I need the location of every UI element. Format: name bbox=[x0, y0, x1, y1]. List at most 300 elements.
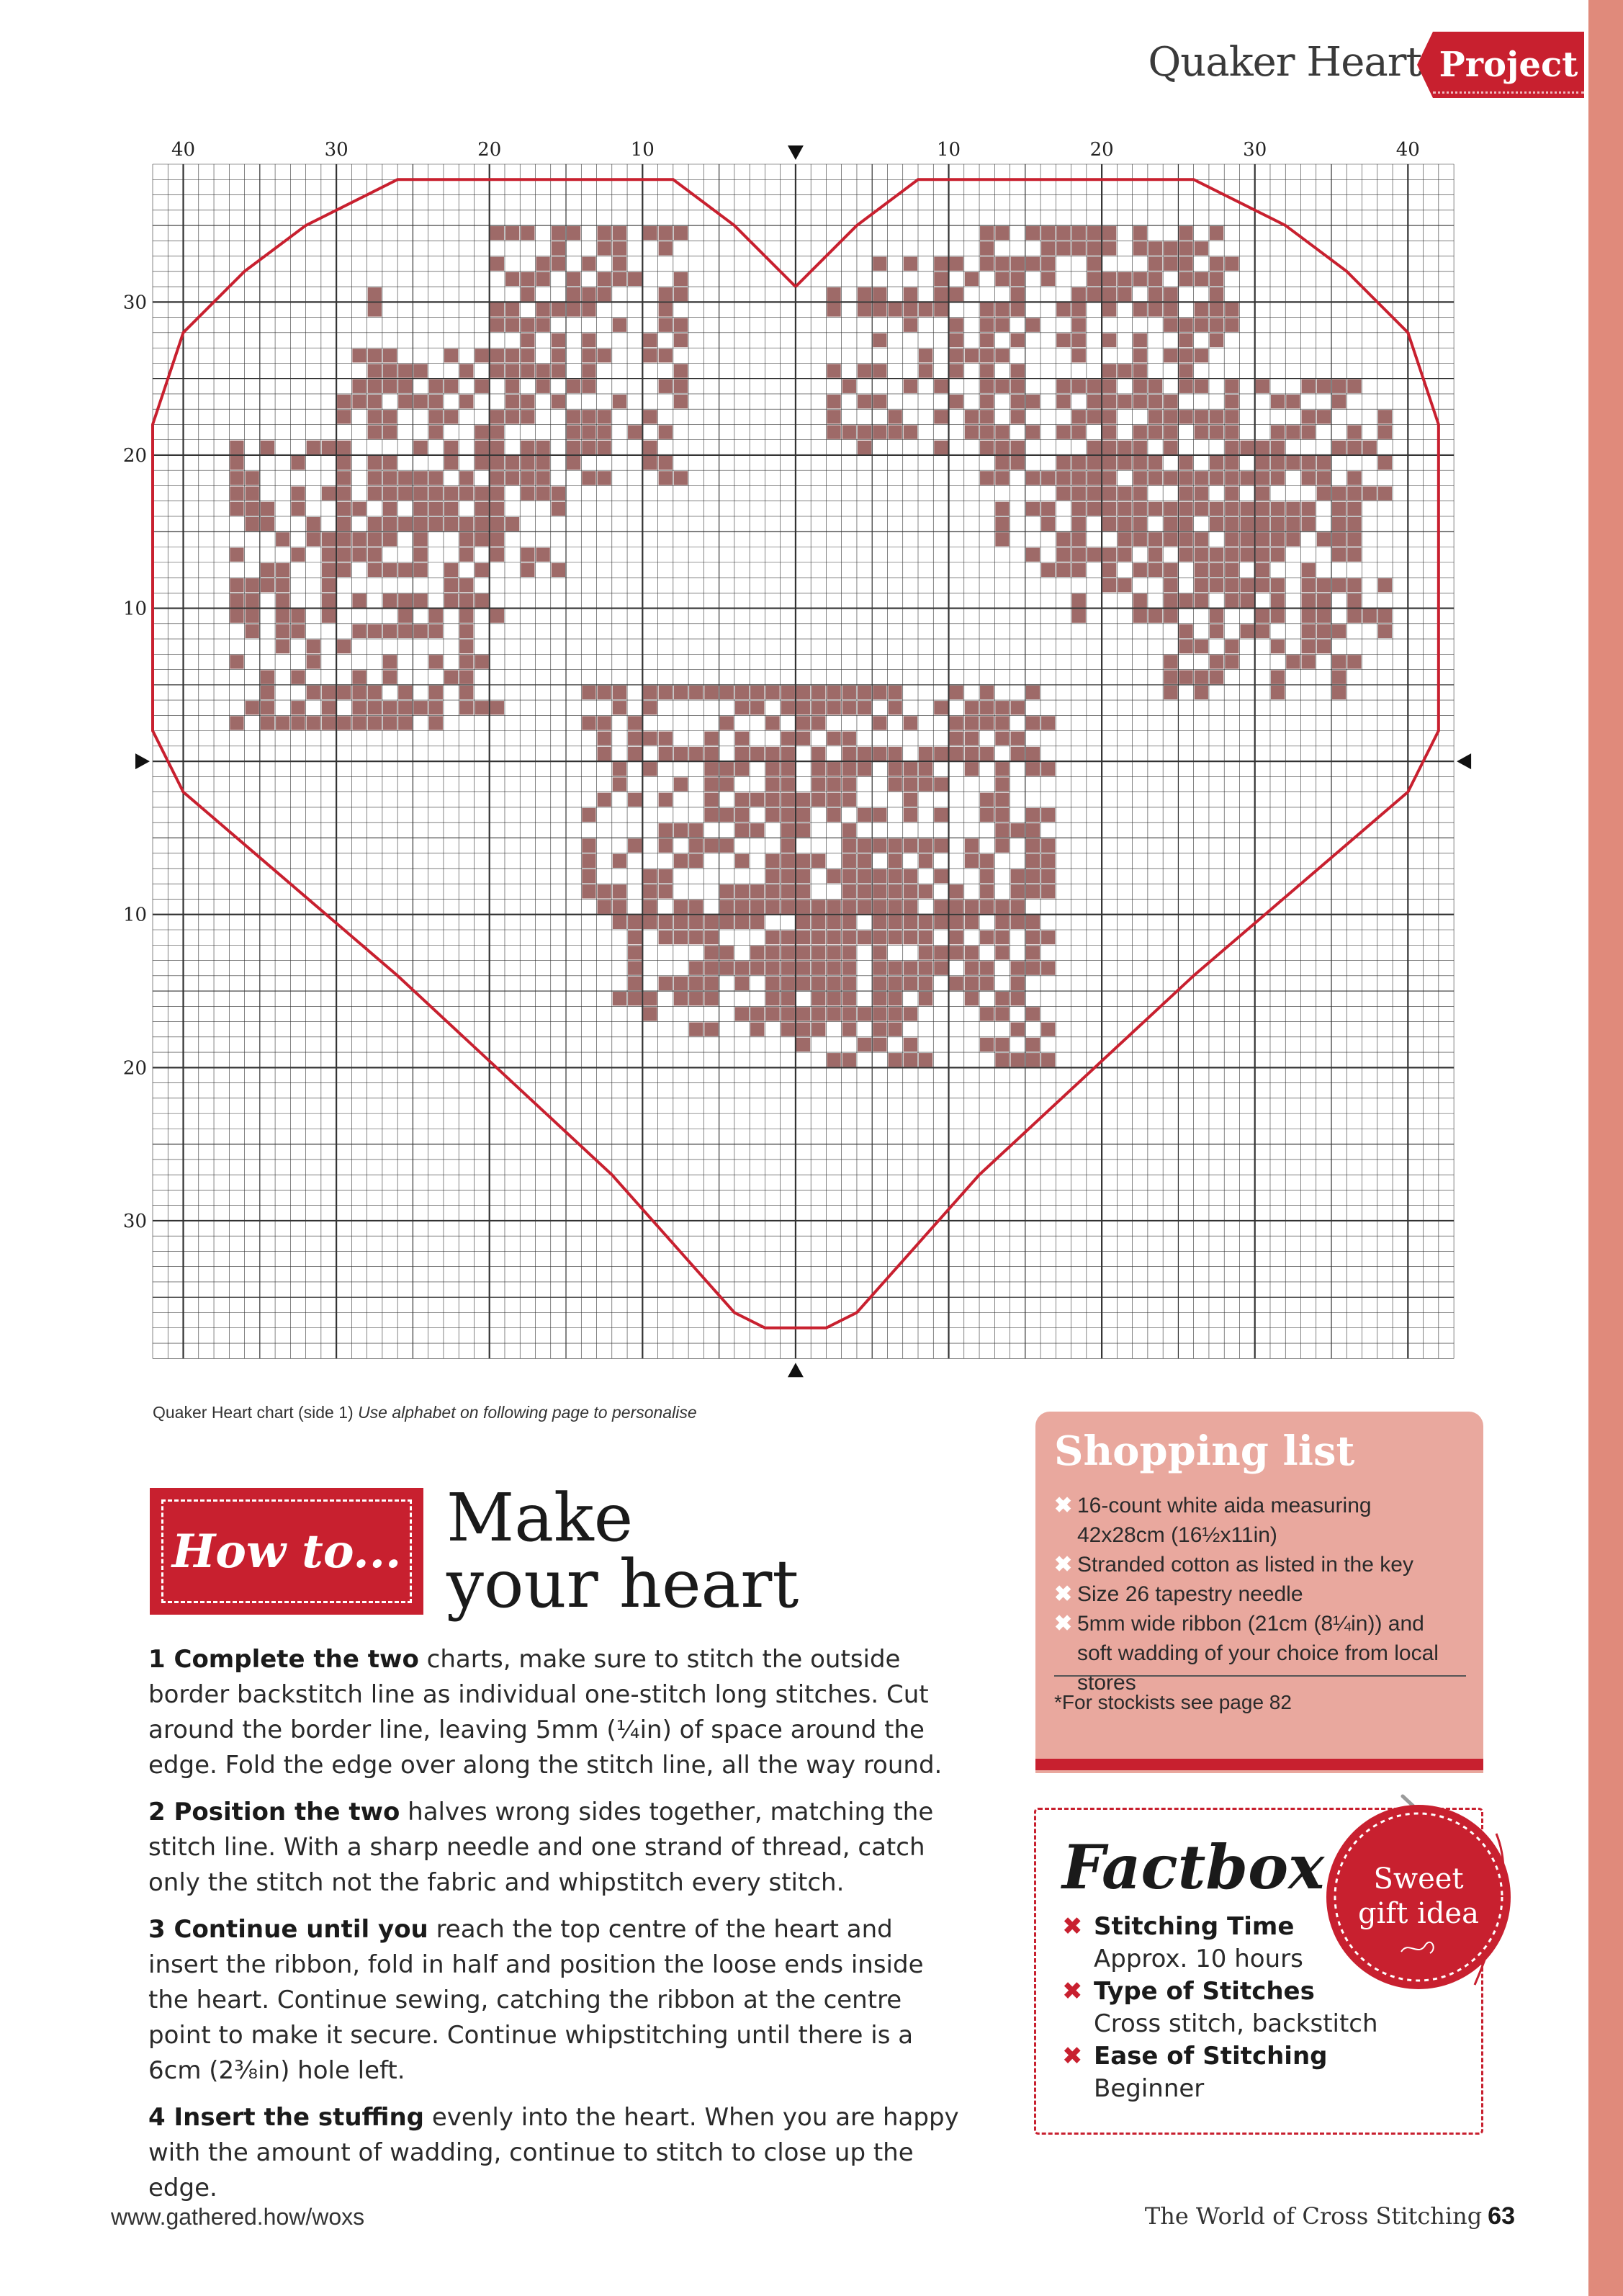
stitch-cell bbox=[459, 609, 473, 623]
stitch-cell bbox=[536, 318, 550, 332]
stitch-cell bbox=[505, 272, 519, 286]
stitch-cell bbox=[1271, 671, 1285, 684]
stitch-cell bbox=[704, 747, 718, 761]
stitch-cell bbox=[842, 946, 856, 959]
stitch-cell bbox=[1179, 333, 1192, 347]
stitch-cell bbox=[659, 380, 673, 393]
stitch-cell bbox=[812, 1007, 825, 1021]
stitch-cell bbox=[582, 686, 595, 699]
stitch-cell bbox=[521, 486, 534, 500]
stitch-cell bbox=[1087, 502, 1101, 516]
stitch-cell bbox=[689, 854, 703, 868]
stitch-cell bbox=[1179, 349, 1192, 362]
stitch-cell bbox=[613, 884, 626, 898]
stitch-cell bbox=[965, 701, 979, 714]
stitch-cell bbox=[261, 502, 274, 516]
stitch-cell bbox=[980, 854, 994, 868]
stitch-cell bbox=[1026, 869, 1040, 883]
stitch-cell bbox=[276, 563, 289, 577]
stitch-cell bbox=[858, 900, 871, 913]
stitch-cell bbox=[643, 900, 657, 913]
stitch-cell bbox=[796, 1038, 810, 1051]
stitch-cell bbox=[842, 686, 856, 699]
stitch-cell bbox=[965, 915, 979, 929]
stitch-cell bbox=[950, 364, 963, 377]
stitch-cell bbox=[1179, 671, 1192, 684]
stitch-cell bbox=[521, 456, 534, 470]
stitch-cell bbox=[781, 808, 795, 822]
stitch-cell bbox=[1148, 272, 1162, 286]
stitch-cell bbox=[995, 946, 1009, 959]
stitch-cell bbox=[1072, 548, 1086, 562]
stitch-cell bbox=[490, 701, 504, 714]
stitch-cell bbox=[246, 593, 259, 607]
stitch-cell bbox=[444, 441, 458, 454]
stitch-cell bbox=[888, 747, 902, 761]
stitch-cell bbox=[1056, 226, 1070, 240]
stitch-cell bbox=[888, 992, 902, 1005]
stitch-cell bbox=[643, 992, 657, 1005]
stitch-cell bbox=[1271, 471, 1285, 485]
stitch-cell bbox=[812, 777, 825, 791]
stitch-cell bbox=[1225, 318, 1238, 332]
stitch-cell bbox=[521, 548, 534, 562]
stitch-cell bbox=[1118, 272, 1131, 286]
stitch-cell bbox=[1133, 441, 1147, 454]
stitch-cell bbox=[1317, 456, 1331, 470]
stitch-cell bbox=[459, 701, 473, 714]
stitch-cell bbox=[383, 593, 397, 607]
stitch-cell bbox=[980, 241, 994, 255]
stitch-cell bbox=[674, 777, 688, 791]
stitch-cell bbox=[689, 961, 703, 975]
stitch-cell bbox=[383, 486, 397, 500]
stitch-cell bbox=[598, 349, 611, 362]
stitch-cell bbox=[904, 762, 917, 776]
stitch-cell bbox=[1332, 532, 1346, 546]
stitch-cell bbox=[1271, 395, 1285, 408]
stitch-cell bbox=[1072, 226, 1086, 240]
stitch-cell bbox=[1056, 425, 1070, 439]
stitch-cell bbox=[1118, 287, 1131, 301]
stitch-cell bbox=[246, 609, 259, 623]
stitch-cell bbox=[750, 900, 764, 913]
stitch-cell bbox=[1133, 349, 1147, 362]
stitch-cell bbox=[980, 900, 994, 913]
stitch-cell bbox=[781, 793, 795, 807]
stitch-cell bbox=[796, 884, 810, 898]
stitch-cell bbox=[1195, 502, 1208, 516]
stitch-cell bbox=[995, 272, 1009, 286]
stitch-cell bbox=[1072, 287, 1086, 301]
stitch-cell bbox=[995, 380, 1009, 393]
stitch-cell bbox=[322, 701, 336, 714]
stitch-cell bbox=[934, 747, 948, 761]
stitch-cell bbox=[1256, 624, 1269, 638]
stitch-cell bbox=[444, 456, 458, 470]
stitch-cell bbox=[598, 287, 611, 301]
stitch-cell bbox=[1026, 838, 1040, 852]
stitch-cell bbox=[1225, 425, 1238, 439]
stitch-cell bbox=[613, 992, 626, 1005]
stitch-cell bbox=[965, 716, 979, 730]
stitch-cell bbox=[1271, 517, 1285, 531]
stitch-cell bbox=[1026, 961, 1040, 975]
stitch-cell bbox=[888, 961, 902, 975]
stitch-cell bbox=[858, 930, 871, 944]
stitch-cell bbox=[1087, 471, 1101, 485]
stitch-cell bbox=[643, 349, 657, 362]
stitch-cell bbox=[995, 257, 1009, 271]
stitch-cell bbox=[552, 241, 565, 255]
stitch-cell bbox=[689, 823, 703, 837]
stitch-cell bbox=[1102, 333, 1116, 347]
stitch-cell bbox=[781, 900, 795, 913]
stitch-cell bbox=[475, 425, 488, 439]
stitch-cell bbox=[1118, 578, 1131, 592]
stitch-cell bbox=[858, 1038, 871, 1051]
stitch-cell bbox=[261, 563, 274, 577]
stitch-cell bbox=[796, 869, 810, 883]
stitch-cell bbox=[1332, 380, 1346, 393]
stitch-cell bbox=[1210, 257, 1223, 271]
stitch-cell bbox=[413, 548, 427, 562]
stitch-cell bbox=[827, 364, 840, 377]
stitch-cell bbox=[276, 640, 289, 653]
stitch-cell bbox=[1102, 364, 1116, 377]
stitch-cell bbox=[1179, 548, 1192, 562]
stitch-cell bbox=[1240, 502, 1254, 516]
stitch-cell bbox=[796, 1007, 810, 1021]
stitch-cell bbox=[765, 686, 779, 699]
stitch-cell bbox=[980, 318, 994, 332]
y-tick-label: 20 bbox=[122, 444, 147, 467]
stitch-cell bbox=[1026, 548, 1040, 562]
stitch-cell bbox=[276, 624, 289, 638]
stitch-cell bbox=[765, 961, 779, 975]
stitch-cell bbox=[1041, 502, 1055, 516]
stitch-cell bbox=[598, 793, 611, 807]
stitch-cell bbox=[858, 854, 871, 868]
stitch-cell bbox=[1164, 593, 1177, 607]
stitch-cell bbox=[444, 349, 458, 362]
stitch-cell bbox=[1271, 609, 1285, 623]
stitch-cell bbox=[1026, 1038, 1040, 1051]
stitch-cell bbox=[246, 701, 259, 714]
stitch-cell bbox=[735, 793, 749, 807]
stitch-cell bbox=[1256, 502, 1269, 516]
page-number: 63 bbox=[1488, 2202, 1515, 2230]
stitch-cell bbox=[1256, 471, 1269, 485]
stitch-cell bbox=[1179, 471, 1192, 485]
stitch-cell bbox=[888, 869, 902, 883]
stitch-cell bbox=[1225, 471, 1238, 485]
stitch-cell bbox=[444, 486, 458, 500]
stitch-cell bbox=[781, 747, 795, 761]
stitch-cell bbox=[230, 548, 243, 562]
stitch-cell bbox=[1133, 486, 1147, 500]
stitch-cell bbox=[536, 486, 550, 500]
stitch-cell bbox=[950, 930, 963, 944]
stitch-cell bbox=[781, 701, 795, 714]
stitch-cell bbox=[398, 471, 412, 485]
stitch-cell bbox=[674, 333, 688, 347]
stitch-cell bbox=[965, 349, 979, 362]
stitch-cell bbox=[230, 716, 243, 730]
stitch-cell bbox=[689, 747, 703, 761]
cross-bullet-icon: ✖ bbox=[1054, 1612, 1073, 1636]
stitch-cell bbox=[1041, 471, 1055, 485]
stitch-cell bbox=[888, 977, 902, 990]
stitch-cell bbox=[980, 471, 994, 485]
stitch-cell bbox=[980, 808, 994, 822]
footer-magazine: The World of Cross Stitching 63 bbox=[1144, 2202, 1515, 2230]
stitch-cell bbox=[812, 1023, 825, 1036]
stitch-cell bbox=[950, 349, 963, 362]
stitch-cell bbox=[1179, 226, 1192, 240]
stitch-cell bbox=[842, 961, 856, 975]
stitch-cell bbox=[796, 900, 810, 913]
stitch-cell bbox=[1102, 471, 1116, 485]
stitch-cell bbox=[337, 716, 351, 730]
stitch-cell bbox=[919, 977, 932, 990]
stitch-cell bbox=[904, 838, 917, 852]
stitch-cell bbox=[475, 655, 488, 668]
stitch-cell bbox=[1347, 380, 1361, 393]
stitch-cell bbox=[1210, 287, 1223, 301]
stitch-cell bbox=[1026, 257, 1040, 271]
stitch-cell bbox=[827, 732, 840, 745]
stitch-cell bbox=[567, 226, 580, 240]
stitch-cell bbox=[598, 471, 611, 485]
stitch-cell bbox=[521, 349, 534, 362]
stitch-cell bbox=[980, 701, 994, 714]
stitch-cell bbox=[950, 287, 963, 301]
stitch-cell bbox=[1026, 884, 1040, 898]
stitch-cell bbox=[1225, 655, 1238, 668]
stitch-cell bbox=[812, 762, 825, 776]
stitch-cell bbox=[536, 380, 550, 393]
stitch-cell bbox=[919, 961, 932, 975]
stitch-cell bbox=[505, 395, 519, 408]
stitch-cell bbox=[1179, 486, 1192, 500]
stitch-cell bbox=[1302, 425, 1316, 439]
stitch-cell bbox=[1102, 517, 1116, 531]
stitch-cell bbox=[383, 380, 397, 393]
stitch-cell bbox=[429, 655, 443, 668]
stitch-cell bbox=[904, 257, 917, 271]
stitch-cell bbox=[904, 716, 917, 730]
stitch-cell bbox=[995, 226, 1009, 240]
stitch-cell bbox=[628, 425, 642, 439]
stitch-cell bbox=[659, 287, 673, 301]
stitch-cell bbox=[1225, 380, 1238, 393]
stitch-cell bbox=[1286, 395, 1300, 408]
stitch-cell bbox=[1164, 287, 1177, 301]
stitch-cell bbox=[980, 380, 994, 393]
stitch-cell bbox=[980, 1007, 994, 1021]
stitch-cell bbox=[904, 425, 917, 439]
stitch-cell bbox=[1026, 762, 1040, 776]
stitch-cell bbox=[1118, 532, 1131, 546]
stitch-cell bbox=[873, 425, 886, 439]
stitch-cell bbox=[735, 686, 749, 699]
stitch-cell bbox=[919, 349, 932, 362]
stitch-cell bbox=[246, 502, 259, 516]
stitch-cell bbox=[827, 808, 840, 822]
stitch-cell bbox=[1378, 456, 1392, 470]
stitch-cell bbox=[1041, 226, 1055, 240]
stitch-cell bbox=[1011, 1023, 1025, 1036]
stitch-cell bbox=[261, 578, 274, 592]
stitch-cell bbox=[765, 793, 779, 807]
stitch-cell bbox=[1026, 930, 1040, 944]
stitch-cell bbox=[1148, 471, 1162, 485]
cross-bullet-icon: ✖ bbox=[1054, 1582, 1073, 1606]
footer-url[interactable]: www.gathered.how/woxs bbox=[111, 2204, 365, 2230]
stitch-cell bbox=[796, 1023, 810, 1036]
stitch-cell bbox=[919, 777, 932, 791]
stitch-cell bbox=[475, 701, 488, 714]
stitch-cell bbox=[1195, 686, 1208, 699]
stitch-cell bbox=[873, 808, 886, 822]
stitch-cell bbox=[980, 226, 994, 240]
stitch-cell bbox=[1271, 456, 1285, 470]
how-to-badge: How to... bbox=[150, 1488, 423, 1615]
stitch-cell bbox=[1087, 395, 1101, 408]
stitch-cell bbox=[1026, 318, 1040, 332]
stitch-cell bbox=[246, 578, 259, 592]
stitch-cell bbox=[904, 869, 917, 883]
stitch-cell bbox=[858, 762, 871, 776]
stitch-cell bbox=[781, 930, 795, 944]
stitch-cell bbox=[398, 593, 412, 607]
stitch-cell bbox=[704, 946, 718, 959]
stitch-cell bbox=[965, 732, 979, 745]
stitch-cell bbox=[750, 823, 764, 837]
stitch-cell bbox=[888, 425, 902, 439]
stitch-cell bbox=[781, 777, 795, 791]
stitch-cell bbox=[1332, 548, 1346, 562]
stitch-cell bbox=[858, 701, 871, 714]
stitch-cell bbox=[383, 563, 397, 577]
stitch-cell bbox=[505, 517, 519, 531]
stitch-cell bbox=[398, 563, 412, 577]
stitch-cell bbox=[383, 624, 397, 638]
chart-caption: Quaker Heart chart (side 1) Use alphabet on following page to personalise bbox=[153, 1403, 697, 1422]
stitch-cell bbox=[659, 425, 673, 439]
stitch-cell bbox=[720, 961, 734, 975]
stitch-cell bbox=[628, 716, 642, 730]
stitch-cell bbox=[413, 441, 427, 454]
divider bbox=[1054, 1675, 1466, 1677]
stitch-cell bbox=[1317, 624, 1331, 638]
stitch-cell bbox=[980, 869, 994, 883]
stitch-cell bbox=[1363, 441, 1377, 454]
y-tick-label: 20 bbox=[122, 1057, 147, 1080]
stitch-cell bbox=[567, 380, 580, 393]
stitch-cell bbox=[950, 686, 963, 699]
stitch-cell bbox=[490, 364, 504, 377]
stitch-cell bbox=[1256, 548, 1269, 562]
stitch-cell bbox=[995, 302, 1009, 316]
stitch-cell bbox=[475, 486, 488, 500]
stitch-cell bbox=[1210, 502, 1223, 516]
stitch-cell bbox=[261, 716, 274, 730]
stitch-cell bbox=[1378, 486, 1392, 500]
stitch-cell bbox=[888, 302, 902, 316]
stitch-cell bbox=[1072, 410, 1086, 423]
stitch-cell bbox=[735, 823, 749, 837]
stitch-cell bbox=[1347, 441, 1361, 454]
stitch-cell bbox=[1195, 671, 1208, 684]
fact-item: ✖ Type of Stitches Cross stitch, backstitch bbox=[1062, 1977, 1378, 2038]
stitch-cell bbox=[995, 777, 1009, 791]
stitch-cell bbox=[459, 578, 473, 592]
stitch-cell bbox=[842, 915, 856, 929]
stitch-cell bbox=[919, 838, 932, 852]
stitch-cell bbox=[674, 930, 688, 944]
stitch-cell bbox=[582, 869, 595, 883]
stitch-cell bbox=[995, 823, 1009, 837]
stitch-cell bbox=[720, 946, 734, 959]
stitch-cell bbox=[1011, 915, 1025, 929]
stitch-cell bbox=[842, 930, 856, 944]
stitch-cell bbox=[842, 701, 856, 714]
stitch-cell bbox=[582, 287, 595, 301]
stitch-cell bbox=[842, 762, 856, 776]
stitch-cell bbox=[750, 961, 764, 975]
cross-bullet-icon: ✖ bbox=[1062, 1977, 1083, 2006]
stitch-cell bbox=[1072, 593, 1086, 607]
stitch-cell bbox=[1072, 241, 1086, 255]
stitch-cell bbox=[567, 456, 580, 470]
stitch-cell bbox=[674, 686, 688, 699]
stitch-cell bbox=[291, 624, 305, 638]
stitch-cell bbox=[1195, 380, 1208, 393]
stitch-cell bbox=[459, 471, 473, 485]
stitch-cell bbox=[750, 701, 764, 714]
stitch-cell bbox=[812, 915, 825, 929]
stitch-cell bbox=[1087, 241, 1101, 255]
stitch-cell bbox=[1378, 624, 1392, 638]
stitch-cell bbox=[1148, 609, 1162, 623]
stitch-cell bbox=[246, 517, 259, 531]
stitch-cell bbox=[1256, 578, 1269, 592]
stitch-cell bbox=[1072, 425, 1086, 439]
stitch-cell bbox=[1087, 287, 1101, 301]
stitch-cell bbox=[720, 838, 734, 852]
stitch-cell bbox=[598, 686, 611, 699]
stitch-cell bbox=[781, 854, 795, 868]
stitch-cell bbox=[904, 930, 917, 944]
stitch-cell bbox=[1041, 1053, 1055, 1067]
stitch-cell bbox=[980, 364, 994, 377]
stitch-cell bbox=[307, 716, 320, 730]
stitch-cell bbox=[873, 686, 886, 699]
stitch-cell bbox=[1118, 502, 1131, 516]
stitch-cell bbox=[812, 900, 825, 913]
stitch-cell bbox=[1102, 380, 1116, 393]
stitch-cell bbox=[230, 486, 243, 500]
stitch-cell bbox=[995, 762, 1009, 776]
stitch-cell bbox=[827, 701, 840, 714]
centre-arrow-icon bbox=[788, 145, 804, 160]
stitch-cell bbox=[567, 287, 580, 301]
stitch-cell bbox=[490, 486, 504, 500]
stitch-cell bbox=[1164, 655, 1177, 668]
stitch-cell bbox=[888, 701, 902, 714]
